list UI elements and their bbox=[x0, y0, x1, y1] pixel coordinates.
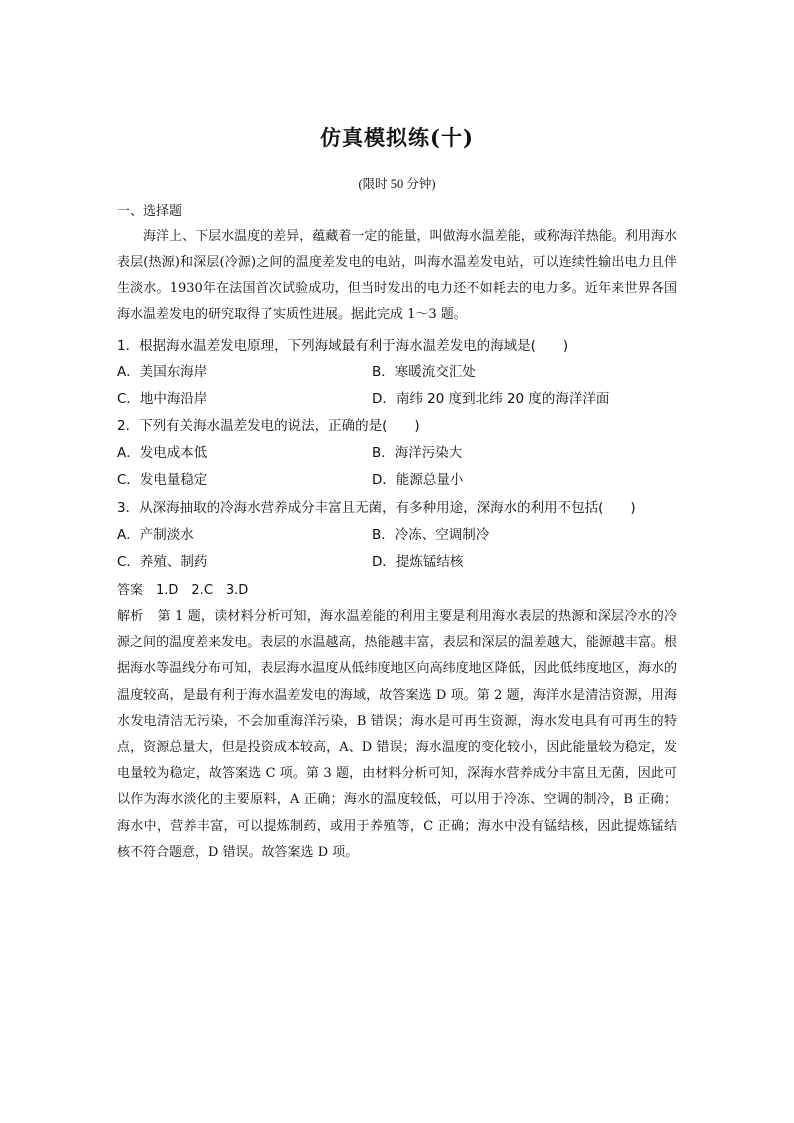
question-3-option-a: A．产制淡水 bbox=[117, 527, 194, 543]
question-1-stem: 1．根据海水温差发电原理，下列海域最有利于海水温差发电的海域是( ) bbox=[117, 338, 569, 354]
analysis-text: 第 1 题，读材料分析可知，海水温差能的利用主要是利用海水表层的热源和深层冷水的冷源之间的温度差来发电。表层的水温越高，热能越丰富，表层和深层的温差越大，能源越丰富。根据海水等温线分布可知，表层海水温度从低纬度地区向高纬度地区降低，因此低纬度地区，海水的温度较高，是最有利于海水温差发电的海域，故答案选 D 项。第 2 题，海洋水是清洁资源，用海水发电清洁无污染，不会加重海洋污染，B 错误；海水是可再生资源，海水发电具有可再生的特点，资源总量大，但是投资成本较高，A、D 错误；海水温度的变化较小，因此能量较为稳定，发电量较为稳定，故答案选 C 项。第 3 题，由材料分析可知，深海水营养成分丰富且无菌，因此可以作为海水淡化的主要原料，A 正确；海水的温度较低，可以用于冷冻、空调的制冷，B 正确；海水中，营养丰富，可以提炼制药，或用于养殖等，C 正确；海水中没有锰结核，因此提炼锰结核不符合题意，D 错误。故答案选 D 项。 bbox=[117, 609, 677, 860]
question-3-option-b: B．冷冻、空调制冷 bbox=[372, 527, 490, 543]
question-1-option-c: C．地中海沿岸 bbox=[117, 391, 208, 407]
question-2-option-c: C．发电量稳定 bbox=[117, 472, 208, 488]
question-2-option-a: A．发电成本低 bbox=[117, 445, 208, 461]
question-1-option-a: A．美国东海岸 bbox=[117, 364, 208, 380]
reading-passage bbox=[117, 224, 677, 328]
question-1-option-b: B．寒暖流交汇处 bbox=[372, 364, 476, 380]
analysis-label: 解析 bbox=[117, 609, 144, 624]
question-1-option-d: D．南纬 20 度到北纬 20 度的海洋洋面 bbox=[372, 391, 610, 407]
question-2-option-b: B．海洋污染大 bbox=[372, 445, 463, 461]
question-2-stem: 2．下列有关海水温差发电的说法，正确的是( ) bbox=[117, 418, 420, 434]
page-title: 仿真模拟练(十) bbox=[320, 125, 474, 150]
analysis-block bbox=[117, 604, 677, 866]
answer-key: 答案 1.D 2.C 3.D bbox=[117, 583, 249, 598]
question-3-stem: 3．从深海抽取的冷海水营养成分丰富且无菌，有多种用途，深海水的利用不包括( ) bbox=[117, 500, 636, 516]
question-3-option-c: C．养殖、制药 bbox=[117, 554, 208, 570]
passage-text: 海洋上、下层水温度的差异，蕴藏着一定的能量，叫做海水温差能，或称海洋热能。利用海水表层(热源)和深层(冷源)之间的温度差发电的电站，叫海水温差发电站，可以连续性输出电力且伴生淡水。1930年在法国首次试验成功，但当时发出的电力还不如耗去的电力多。近年来世界各国海水温差发电的研究取得了实质性进展。据此完成 1～3 题。 bbox=[117, 229, 677, 322]
time-limit: (限时 50 分钟) bbox=[358, 177, 436, 191]
question-2-option-d: D．能源总量小 bbox=[372, 472, 464, 488]
question-3-option-d: D．提炼锰结核 bbox=[372, 554, 464, 570]
section-heading: 一、选择题 bbox=[117, 204, 183, 219]
